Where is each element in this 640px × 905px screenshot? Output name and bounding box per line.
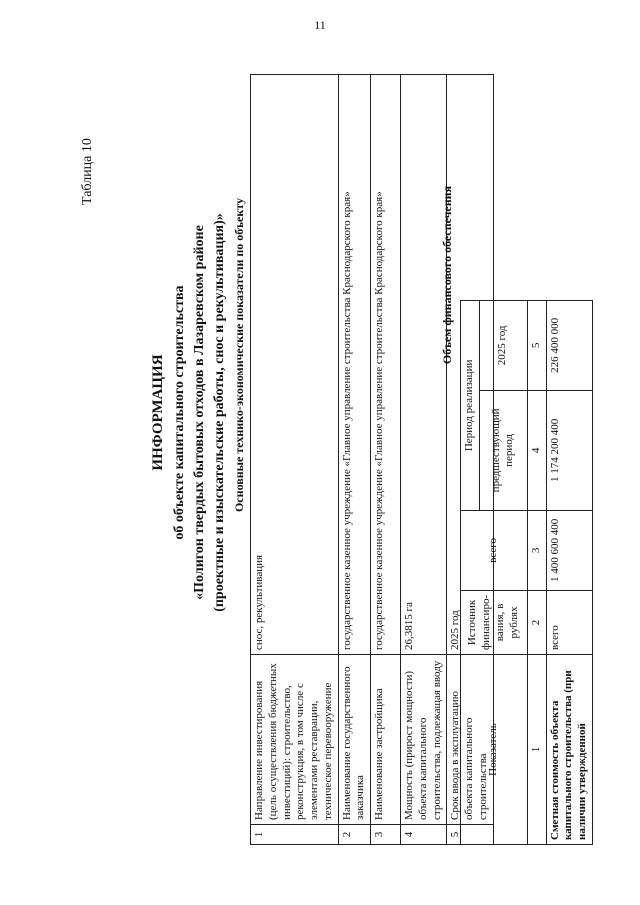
indicator-value: 2025 год xyxy=(447,75,493,655)
header-period: Период реализации xyxy=(461,300,480,510)
title-line-4: (проектные и изыскательские работы, снос и рекультивация)» xyxy=(212,213,227,612)
table-header-row xyxy=(461,300,480,844)
col-number: 1 xyxy=(527,655,546,845)
row-total: 1 400 600 400 xyxy=(546,510,592,590)
table-row xyxy=(338,75,371,845)
page-number: 11 xyxy=(314,18,326,32)
section-heading-finance: Объем финансового обеспечения xyxy=(440,185,454,365)
row-number: 3 xyxy=(371,825,401,845)
header-source: Источник финансиро-вания, в рублях xyxy=(461,590,528,654)
indicator-value: снос, рекультивация xyxy=(251,75,339,655)
row-label: Сметная стоимость объекта капитального строительства (при наличии утвержденной xyxy=(546,655,592,845)
indicator-name: Наименование застройщика xyxy=(371,655,401,825)
col-number: 3 xyxy=(527,510,546,590)
indicators-table xyxy=(250,74,494,845)
title-line-1: ИНФОРМАЦИЯ xyxy=(150,354,166,471)
table-number-row xyxy=(527,300,546,844)
table-row xyxy=(251,75,339,845)
row-number: 4 xyxy=(401,825,447,845)
header-total: всего xyxy=(461,510,528,590)
row-previous: 1 174 200 400 xyxy=(546,390,592,510)
header-previous-period: предшествующий период xyxy=(479,390,527,510)
table-row xyxy=(371,75,401,845)
col-number: 4 xyxy=(527,390,546,510)
indicator-name: Мощность (прирост мощности) объекта капитального строительства, подлежащая вводу xyxy=(401,655,447,825)
indicator-value: 26,3815 га xyxy=(401,75,447,655)
finance-table xyxy=(460,300,593,845)
table-row xyxy=(546,300,592,844)
row-number: 2 xyxy=(338,825,371,845)
indicator-name: Наименование государственного заказчика xyxy=(338,655,371,825)
indicator-value: государственное казенное учреждение «Главное управление строительства Краснодарского края» xyxy=(338,75,371,655)
table-label: Таблица 10 xyxy=(80,138,95,205)
col-number: 2 xyxy=(527,590,546,654)
row-source: всего xyxy=(546,590,592,654)
indicator-name: Срок ввода в эксплуатацию объекта капитального строительства xyxy=(447,655,493,825)
title-line-3: «Полигон твердых бытовых отходов в Лазаревском районе xyxy=(192,225,207,600)
title-line-2: об объекте капитального строительства xyxy=(172,285,187,540)
row-2025: 226 400 000 xyxy=(546,300,592,390)
header-year-2025: 2025 год xyxy=(479,300,527,390)
header-indicator: Показатель xyxy=(461,655,528,845)
indicator-value: государственное казенное учреждение «Главное управление строительства Краснодарского края» xyxy=(371,75,401,655)
section-heading-indicators: Основные технико-экономические показатели по объекту xyxy=(232,198,246,512)
row-number: 1 xyxy=(251,825,339,845)
col-number: 5 xyxy=(527,300,546,390)
indicator-name: Направление инвестирования (цель осуществления бюджетных инвестиций): строительство, реконструкция, в том числе с элементами реставрации, техническое перевооружение xyxy=(251,655,339,825)
row-number: 5 xyxy=(447,825,493,845)
